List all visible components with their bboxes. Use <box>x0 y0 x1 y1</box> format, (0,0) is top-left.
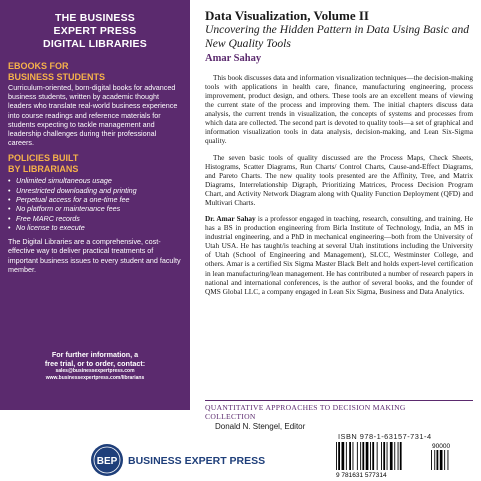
description-paragraph: The seven basic tools of quality discussed are the Process Maps, Check Sheets, Histograms, Scatter Diagrams, Run Charts/ Control Charts, Cause-and-Effect Diagrams, and Pareto Charts. The new quality tools presented are the Affinity, Tree, and Matrix Diagrams, Interrelationship Digraph, Prioritizing Matrices, Process Decision Program Chart, and Activity Network Diagram along with Quality Function Deployment (QFD) and Multivari Charts. <box>205 152 473 207</box>
barcode-bar <box>440 450 443 470</box>
barcode-bar <box>390 442 393 470</box>
series-block <box>205 400 473 432</box>
book-title: Data Visualization, Volume II <box>205 8 369 23</box>
barcode-bar <box>437 450 439 470</box>
barcode-bar <box>357 442 358 470</box>
barcode-bar <box>394 442 395 470</box>
list-item: • Unrestricted downloading and printing <box>8 186 182 195</box>
policies-list <box>8 176 182 232</box>
barcode-bar <box>387 442 388 470</box>
book-description <box>205 8 473 303</box>
list-item: • No license to execute <box>8 223 182 232</box>
publisher-name: BUSINESS EXPERT PRESS <box>128 455 266 467</box>
list-item: • No platform or maintenance fees <box>8 204 182 213</box>
barcode-bar <box>353 442 354 470</box>
logo-text: BEP <box>96 456 118 467</box>
book-author: Amar Sahay <box>205 53 262 64</box>
ebooks-heading: EBOOKS FOR BUSINESS STUDENTS <box>8 61 106 82</box>
barcode-bar <box>362 442 364 470</box>
policies-heading: POLICIES BUILT BY LIBRARIANS <box>8 153 79 174</box>
barcode-bar <box>338 442 340 470</box>
contact-block: For further information, a free trial, or to order, contact: sales@businessexpertpress.com www.businessexpertpress.com/librarians <box>8 350 182 382</box>
barcode-bar <box>434 450 435 470</box>
barcode-bar <box>342 442 345 470</box>
bep-logo-icon <box>90 443 124 477</box>
barcode-digits: 9 781631 577314 <box>336 472 387 478</box>
barcode-bar <box>360 442 361 470</box>
barcode-bar <box>377 442 378 470</box>
list-item: • Perpetual access for a one-time fee <box>8 195 182 204</box>
contact-url[interactable]: www.businessexpertpress.com/librarians <box>45 375 145 381</box>
barcode-bar <box>383 442 385 470</box>
digital-libraries-panel <box>0 0 190 410</box>
bio-text: is a professor engaged in teaching, research, consulting, and training. He has a BS in production engineering from Birla Institute of Technology, India, an MS in industrial engineering, and a PhD in mechanical engineering—both from the University of Utah USA. He has taught/is teaching at several Utah institutions including the University of Utah (School of Engineering and Management), SLCC, Westminster College, and others. Amar is a certified Six Sigma Master Black Belt and holds expert-level certification in lean manufacturing/lean management. He has contributed a number of research papers in national and international conferences, is the author of several books, and the founder of QMS Global LLC, a company engaged in Lean Six Sigma, Business and Data Analytics. <box>205 214 473 296</box>
barcode-bar <box>336 442 337 470</box>
barcode-bar <box>349 442 351 470</box>
closing-text: The Digital Libraries are a comprehensive, cost-effective way to deliver practical treatments of important business issues to every student and faculty member. <box>8 237 181 274</box>
series-title: QUANTITATIVE APPROACHES TO DECISION MAKING COLLECTION <box>205 403 406 422</box>
barcode-bar <box>346 442 347 470</box>
barcode-bar <box>366 442 369 470</box>
ebooks-text: Curriculum-oriented, born-digital books for advanced business students, written by academic thought leaders who translate real-world business experience into course readings and reference materials for students expecting to tackle management and leadership challenges during their professional careers. <box>8 83 178 148</box>
barcode-bar <box>400 442 402 470</box>
barcode-bar <box>431 450 432 470</box>
panel-title: THE BUSINESS EXPERT PRESS DIGITAL LIBRARIES <box>43 12 147 50</box>
series-editor: Donald N. Stengel, Editor <box>215 422 306 432</box>
barcode-bar <box>370 442 371 470</box>
bio-name: Dr. Amar Sahay <box>205 214 256 224</box>
barcode-icon <box>334 442 458 478</box>
barcode-bar <box>398 442 399 470</box>
list-item: • Free MARC records <box>8 214 182 223</box>
barcode-bar <box>372 442 374 470</box>
isbn: ISBN 978-1-63157-731-4 <box>338 432 432 441</box>
list-item: • Unlimited simultaneous usage <box>8 176 182 185</box>
book-subtitle: Uncovering the Hidden Pattern in Data Using Basic and New Quality Tools <box>205 23 470 50</box>
series-divider <box>205 400 473 401</box>
contact-email[interactable]: sales@businessexpertpress.com <box>55 368 135 374</box>
barcode-bar <box>444 450 445 470</box>
barcode-bar <box>448 450 449 470</box>
description-paragraph: This book discusses data and information visualization techniques—the decision-making tools with applications in health care, finance, manufacturing engineering, process improvement, product design, and others. These tools are an excellent means of viewing the current state of the process and improving them. The initial chapters discuss data analysis, the current trends in visualization, the concepts of systems and processes from which data are collected. The second part is devoted to quality tools—a set of graphical and information visualization tools in data analysis, decision-making, and Lean Six-Sigma quality. <box>205 73 473 146</box>
barcode-addon: 90000 <box>432 443 451 450</box>
author-bio <box>205 214 473 295</box>
barcode-bar <box>381 442 382 470</box>
